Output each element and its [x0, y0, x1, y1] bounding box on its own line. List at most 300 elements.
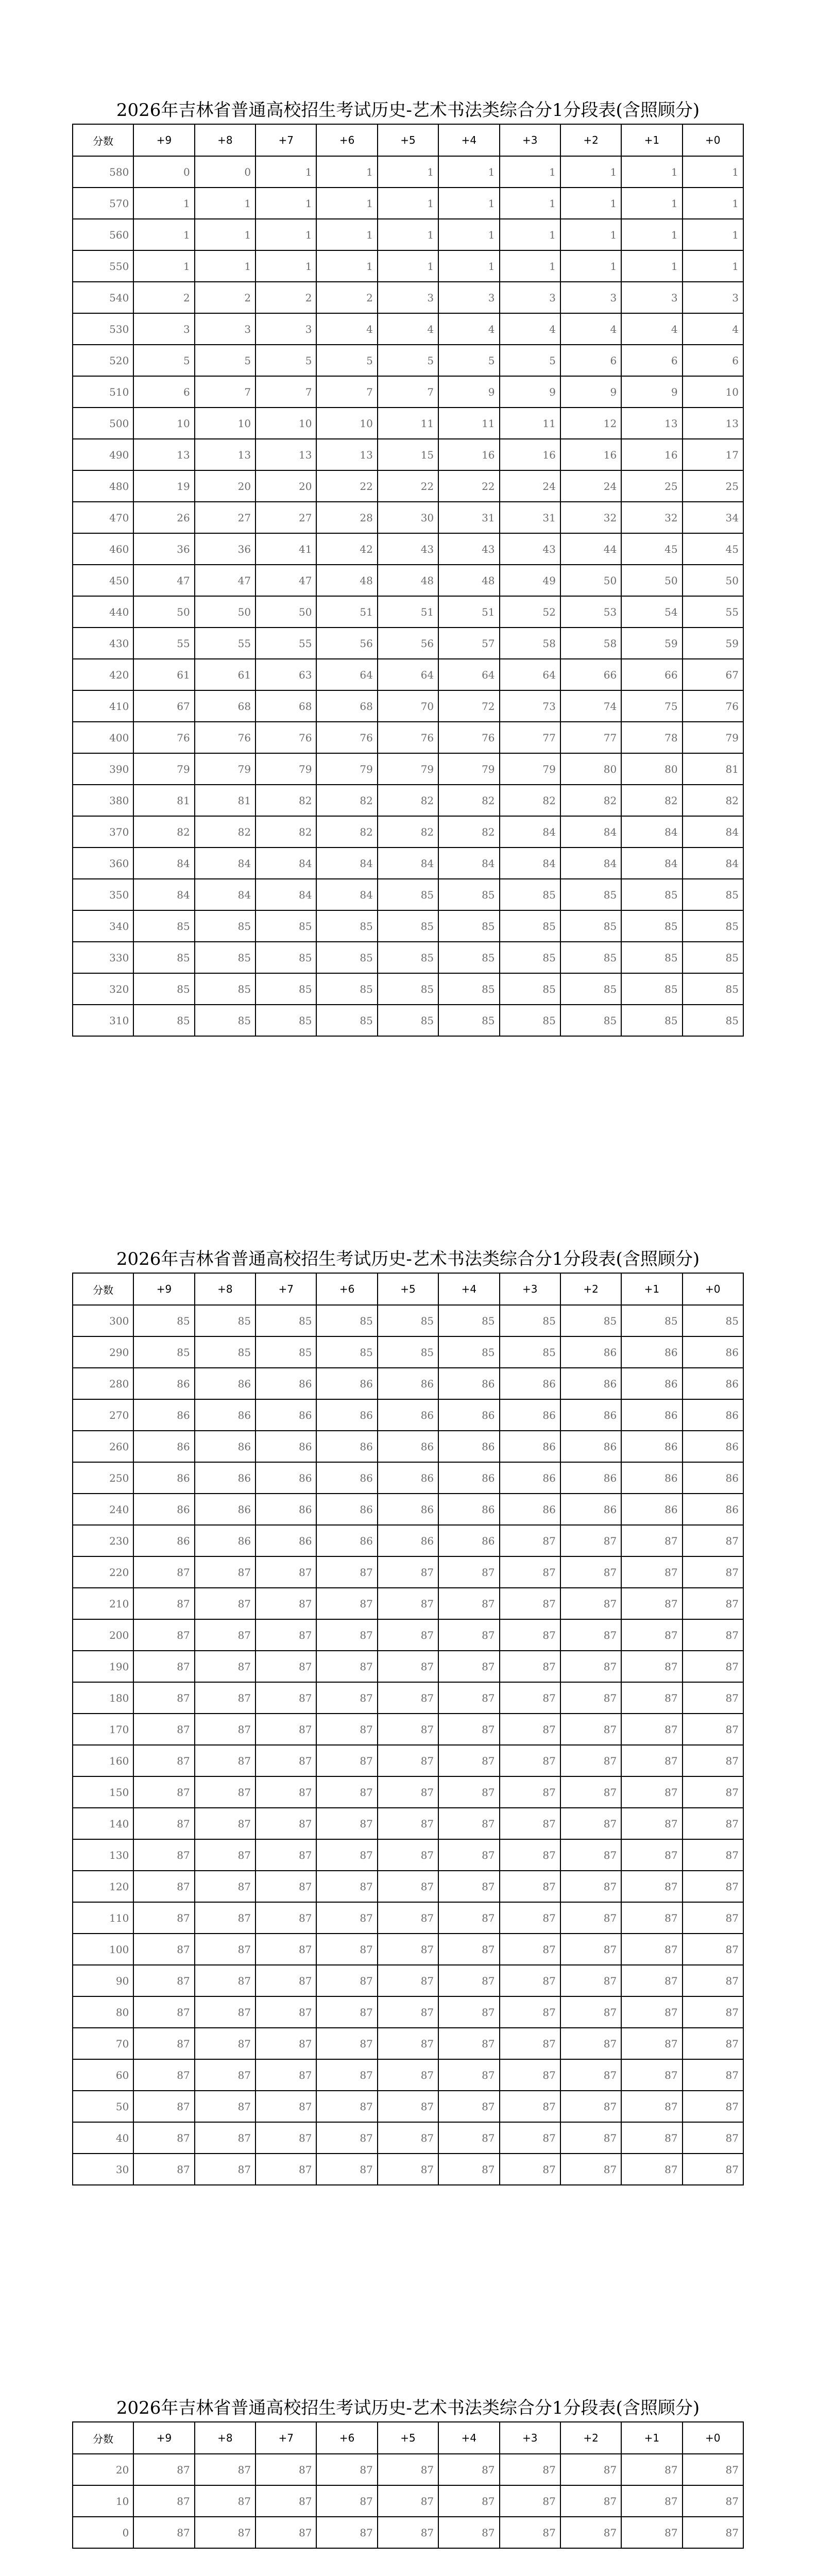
count-cell: 86: [378, 1525, 438, 1556]
count-cell: 76: [195, 722, 255, 753]
count-cell: 85: [560, 1305, 621, 1336]
count-cell: 77: [560, 722, 621, 753]
column-header-offset: +4: [438, 2422, 499, 2454]
score-cell: 530: [73, 313, 133, 345]
count-cell: 79: [133, 753, 194, 785]
score-cell: 60: [73, 2059, 133, 2091]
count-cell: 84: [133, 848, 194, 879]
count-cell: 36: [133, 533, 194, 565]
count-cell: 10: [316, 408, 377, 439]
count-cell: 61: [195, 659, 255, 690]
count-cell: 84: [255, 879, 316, 910]
count-cell: 5: [500, 345, 560, 376]
score-cell: 170: [73, 1714, 133, 1745]
count-cell: 64: [438, 659, 499, 690]
count-cell: 50: [195, 596, 255, 628]
count-cell: 87: [621, 1745, 682, 1776]
score-cell: 310: [73, 1005, 133, 1036]
count-cell: 87: [378, 2028, 438, 2059]
score-table-section-1: [72, 97, 744, 1037]
score-cell: 470: [73, 502, 133, 533]
column-header-offset: +9: [133, 2422, 194, 2454]
count-cell: 86: [683, 1431, 743, 1462]
table-row: [73, 1399, 743, 1431]
count-cell: 87: [438, 1619, 499, 1651]
count-cell: 87: [438, 1745, 499, 1776]
table-row: [73, 848, 743, 879]
count-cell: 86: [316, 1494, 377, 1525]
column-header-offset: +3: [500, 1273, 560, 1305]
count-cell: 11: [438, 408, 499, 439]
table-row: [73, 942, 743, 973]
header-row: [73, 124, 743, 156]
count-cell: 86: [621, 1431, 682, 1462]
count-cell: 87: [683, 2154, 743, 2185]
count-cell: 87: [438, 1934, 499, 1965]
count-cell: 1: [683, 188, 743, 219]
count-cell: 87: [683, 1651, 743, 1682]
table-row: [73, 533, 743, 565]
count-cell: 66: [560, 659, 621, 690]
count-cell: 87: [621, 1556, 682, 1588]
table-row: [73, 1368, 743, 1399]
count-cell: 87: [621, 2454, 682, 2485]
count-cell: 27: [195, 502, 255, 533]
count-cell: 82: [133, 816, 194, 848]
count-cell: 85: [255, 942, 316, 973]
count-cell: 86: [316, 1462, 377, 1494]
count-cell: 68: [255, 690, 316, 722]
table-row: [73, 1651, 743, 1682]
count-cell: 87: [683, 2091, 743, 2122]
count-cell: 41: [255, 533, 316, 565]
count-cell: 87: [438, 1839, 499, 1871]
score-cell: 260: [73, 1431, 133, 1462]
count-cell: 87: [500, 2154, 560, 2185]
count-cell: 68: [195, 690, 255, 722]
count-cell: 45: [621, 533, 682, 565]
count-cell: 79: [683, 722, 743, 753]
table-body: [73, 1305, 743, 2185]
count-cell: 87: [133, 1556, 194, 1588]
count-cell: 87: [133, 1619, 194, 1651]
count-cell: 87: [560, 1525, 621, 1556]
table-row: [73, 313, 743, 345]
count-cell: 0: [195, 156, 255, 188]
table-row: [73, 1556, 743, 1588]
count-cell: 87: [683, 1839, 743, 1871]
table-row: [73, 1305, 743, 1336]
count-cell: 87: [438, 1682, 499, 1714]
count-cell: 87: [438, 2028, 499, 2059]
count-cell: 1: [560, 156, 621, 188]
count-cell: 86: [683, 1368, 743, 1399]
count-cell: 87: [560, 1808, 621, 1839]
count-cell: 1: [378, 156, 438, 188]
count-cell: 85: [378, 973, 438, 1005]
count-cell: 87: [378, 2122, 438, 2154]
count-cell: 85: [683, 879, 743, 910]
score-cell: 0: [73, 2517, 133, 2548]
count-cell: 9: [438, 376, 499, 408]
count-cell: 87: [438, 2122, 499, 2154]
count-cell: 87: [255, 1996, 316, 2028]
count-cell: 47: [195, 565, 255, 596]
count-cell: 87: [560, 1682, 621, 1714]
count-cell: 87: [500, 1682, 560, 1714]
count-cell: 58: [500, 628, 560, 659]
score-cell: 250: [73, 1462, 133, 1494]
count-cell: 64: [316, 659, 377, 690]
count-cell: 2: [195, 282, 255, 313]
count-cell: 79: [195, 753, 255, 785]
count-cell: 87: [255, 1651, 316, 1682]
score-cell: 410: [73, 690, 133, 722]
count-cell: 0: [133, 156, 194, 188]
score-cell: 190: [73, 1651, 133, 1682]
table-row: [73, 1902, 743, 1934]
count-cell: 87: [560, 1556, 621, 1588]
count-cell: 1: [195, 188, 255, 219]
count-cell: 87: [255, 1871, 316, 1902]
count-cell: 87: [378, 1965, 438, 1996]
table-row: [73, 722, 743, 753]
count-cell: 87: [195, 1714, 255, 1745]
count-cell: 85: [255, 910, 316, 942]
count-cell: 55: [133, 628, 194, 659]
count-cell: 87: [195, 2122, 255, 2154]
table-row: [73, 1494, 743, 1525]
count-cell: 9: [621, 376, 682, 408]
count-cell: 84: [438, 848, 499, 879]
count-cell: 81: [683, 753, 743, 785]
score-cell: 90: [73, 1965, 133, 1996]
score-cell: 560: [73, 219, 133, 250]
table-row: [73, 1431, 743, 1462]
count-cell: 87: [255, 1714, 316, 1745]
count-cell: 1: [438, 156, 499, 188]
score-cell: 320: [73, 973, 133, 1005]
count-cell: 47: [133, 565, 194, 596]
score-cell: 210: [73, 1588, 133, 1619]
count-cell: 87: [316, 1776, 377, 1808]
count-cell: 87: [316, 2028, 377, 2059]
count-cell: 76: [378, 722, 438, 753]
count-cell: 86: [621, 1336, 682, 1368]
count-cell: 87: [378, 1934, 438, 1965]
count-cell: 87: [133, 1651, 194, 1682]
count-cell: 86: [195, 1462, 255, 1494]
count-cell: 11: [500, 408, 560, 439]
count-cell: 85: [500, 973, 560, 1005]
count-cell: 20: [195, 470, 255, 502]
count-cell: 85: [683, 1005, 743, 1036]
table-row: [73, 2091, 743, 2122]
count-cell: 13: [255, 439, 316, 470]
count-cell: 55: [683, 596, 743, 628]
count-cell: 1: [133, 250, 194, 282]
count-cell: 85: [255, 1336, 316, 1368]
table-row: [73, 690, 743, 722]
count-cell: 87: [621, 1588, 682, 1619]
count-cell: 87: [133, 1682, 194, 1714]
count-cell: 87: [560, 2059, 621, 2091]
column-header-offset: +6: [316, 1273, 377, 1305]
count-cell: 87: [195, 1619, 255, 1651]
count-cell: 85: [438, 942, 499, 973]
score-cell: 420: [73, 659, 133, 690]
count-cell: 86: [195, 1399, 255, 1431]
count-cell: 87: [133, 1808, 194, 1839]
count-cell: 2: [316, 282, 377, 313]
count-cell: 82: [438, 816, 499, 848]
table-row: [73, 2454, 743, 2485]
count-cell: 85: [621, 973, 682, 1005]
count-cell: 1: [438, 250, 499, 282]
count-cell: 87: [255, 2122, 316, 2154]
count-cell: 75: [621, 690, 682, 722]
count-cell: 87: [438, 1965, 499, 1996]
score-cell: 290: [73, 1336, 133, 1368]
count-cell: 85: [683, 973, 743, 1005]
count-cell: 70: [378, 690, 438, 722]
count-cell: 13: [133, 439, 194, 470]
count-cell: 54: [621, 596, 682, 628]
count-cell: 22: [438, 470, 499, 502]
column-header-offset: +8: [195, 2422, 255, 2454]
count-cell: 66: [621, 659, 682, 690]
count-cell: 87: [683, 2028, 743, 2059]
count-cell: 86: [255, 1462, 316, 1494]
count-cell: 87: [621, 1619, 682, 1651]
count-cell: 3: [195, 313, 255, 345]
count-cell: 87: [133, 2091, 194, 2122]
count-cell: 76: [255, 722, 316, 753]
count-cell: 48: [378, 565, 438, 596]
count-cell: 79: [438, 753, 499, 785]
table-row: [73, 188, 743, 219]
count-cell: 85: [195, 1336, 255, 1368]
count-cell: 84: [195, 879, 255, 910]
count-cell: 87: [195, 1871, 255, 1902]
count-cell: 82: [438, 785, 499, 816]
count-cell: 3: [621, 282, 682, 313]
score-cell: 50: [73, 2091, 133, 2122]
count-cell: 87: [195, 2028, 255, 2059]
count-cell: 10: [255, 408, 316, 439]
count-cell: 87: [560, 1619, 621, 1651]
count-cell: 87: [500, 1556, 560, 1588]
count-cell: 87: [560, 2091, 621, 2122]
count-cell: 87: [621, 2122, 682, 2154]
count-cell: 67: [683, 659, 743, 690]
count-cell: 87: [621, 1651, 682, 1682]
count-cell: 26: [133, 502, 194, 533]
count-cell: 87: [500, 1996, 560, 2028]
count-cell: 86: [500, 1368, 560, 1399]
count-cell: 86: [438, 1399, 499, 1431]
count-cell: 86: [683, 1494, 743, 1525]
count-cell: 86: [378, 1494, 438, 1525]
count-cell: 87: [621, 2091, 682, 2122]
count-cell: 87: [500, 1776, 560, 1808]
count-cell: 85: [316, 1005, 377, 1036]
count-cell: 87: [255, 1965, 316, 1996]
count-cell: 87: [621, 1808, 682, 1839]
count-cell: 87: [438, 1714, 499, 1745]
count-cell: 87: [316, 2454, 377, 2485]
count-cell: 85: [683, 910, 743, 942]
count-cell: 87: [683, 1902, 743, 1934]
table-row: [73, 408, 743, 439]
count-cell: 85: [621, 942, 682, 973]
count-cell: 1: [683, 156, 743, 188]
score-cell: 550: [73, 250, 133, 282]
count-cell: 87: [683, 1714, 743, 1745]
table-row: [73, 2154, 743, 2185]
count-cell: 87: [316, 1808, 377, 1839]
count-cell: 64: [500, 659, 560, 690]
count-cell: 87: [438, 1556, 499, 1588]
count-cell: 3: [378, 282, 438, 313]
table-row: [73, 2122, 743, 2154]
count-cell: 1: [378, 188, 438, 219]
table-row: [73, 345, 743, 376]
count-cell: 82: [621, 785, 682, 816]
count-cell: 87: [378, 1588, 438, 1619]
count-cell: 85: [316, 1336, 377, 1368]
score-cell: 500: [73, 408, 133, 439]
count-cell: 79: [378, 753, 438, 785]
score-cell: 340: [73, 910, 133, 942]
count-cell: 2: [133, 282, 194, 313]
count-cell: 87: [621, 1934, 682, 1965]
count-cell: 1: [255, 219, 316, 250]
column-header-offset: +4: [438, 1273, 499, 1305]
count-cell: 1: [500, 156, 560, 188]
count-cell: 87: [500, 2122, 560, 2154]
score-cell: 150: [73, 1776, 133, 1808]
count-cell: 86: [255, 1525, 316, 1556]
count-cell: 87: [438, 2517, 499, 2548]
count-cell: 3: [560, 282, 621, 313]
count-cell: 87: [255, 2517, 316, 2548]
count-cell: 87: [560, 1776, 621, 1808]
count-cell: 87: [560, 1934, 621, 1965]
count-cell: 85: [316, 1305, 377, 1336]
count-cell: 82: [500, 785, 560, 816]
score-cell: 180: [73, 1682, 133, 1714]
count-cell: 1: [195, 219, 255, 250]
count-cell: 24: [560, 470, 621, 502]
count-cell: 87: [316, 1996, 377, 2028]
table-row: [73, 1776, 743, 1808]
count-cell: 86: [316, 1399, 377, 1431]
score-cell: 10: [73, 2485, 133, 2517]
count-cell: 30: [378, 502, 438, 533]
count-cell: 81: [195, 785, 255, 816]
count-cell: 44: [560, 533, 621, 565]
count-cell: 86: [438, 1525, 499, 1556]
column-header-offset: +3: [500, 124, 560, 156]
column-header-offset: +5: [378, 1273, 438, 1305]
count-cell: 87: [621, 2517, 682, 2548]
count-cell: 86: [500, 1431, 560, 1462]
count-cell: 48: [438, 565, 499, 596]
score-cell: 220: [73, 1556, 133, 1588]
count-cell: 1: [683, 219, 743, 250]
table-row: [73, 753, 743, 785]
count-cell: 13: [621, 408, 682, 439]
count-cell: 86: [255, 1399, 316, 1431]
count-cell: 47: [255, 565, 316, 596]
count-cell: 3: [683, 282, 743, 313]
count-cell: 87: [133, 2028, 194, 2059]
count-cell: 87: [683, 1776, 743, 1808]
count-cell: 87: [683, 2517, 743, 2548]
table-row: [73, 282, 743, 313]
count-cell: 3: [255, 313, 316, 345]
score-cell: 100: [73, 1934, 133, 1965]
count-cell: 86: [438, 1368, 499, 1399]
count-cell: 87: [195, 2485, 255, 2517]
count-cell: 87: [316, 1934, 377, 1965]
count-cell: 76: [438, 722, 499, 753]
count-cell: 19: [133, 470, 194, 502]
count-cell: 49: [500, 565, 560, 596]
count-cell: 84: [378, 848, 438, 879]
count-cell: 87: [195, 1808, 255, 1839]
count-cell: 87: [500, 1839, 560, 1871]
count-cell: 85: [195, 1305, 255, 1336]
count-cell: 5: [438, 345, 499, 376]
count-cell: 13: [683, 408, 743, 439]
count-cell: 80: [560, 753, 621, 785]
count-cell: 87: [621, 2154, 682, 2185]
count-cell: 7: [378, 376, 438, 408]
count-cell: 84: [195, 848, 255, 879]
count-cell: 86: [195, 1431, 255, 1462]
score-distribution-table: [72, 124, 744, 1037]
table-body: [73, 156, 743, 1036]
count-cell: 55: [255, 628, 316, 659]
count-cell: 87: [500, 1525, 560, 1556]
count-cell: 87: [133, 2122, 194, 2154]
count-cell: 5: [255, 345, 316, 376]
table-row: [73, 376, 743, 408]
count-cell: 87: [255, 2485, 316, 2517]
column-header-offset: +9: [133, 124, 194, 156]
count-cell: 87: [133, 2485, 194, 2517]
count-cell: 10: [195, 408, 255, 439]
count-cell: 87: [683, 1934, 743, 1965]
count-cell: 85: [133, 1005, 194, 1036]
count-cell: 1: [621, 219, 682, 250]
count-cell: 86: [500, 1462, 560, 1494]
count-cell: 86: [621, 1494, 682, 1525]
count-cell: 1: [438, 219, 499, 250]
count-cell: 85: [195, 1005, 255, 1036]
count-cell: 84: [683, 816, 743, 848]
column-header-offset: +7: [255, 2422, 316, 2454]
table-title: 2026年吉林省普通高校招生考试历史-艺术书法类综合分1分段表(含照顾分): [116, 2398, 700, 2418]
count-cell: 76: [316, 722, 377, 753]
count-cell: 87: [683, 1556, 743, 1588]
count-cell: 86: [560, 1462, 621, 1494]
count-cell: 87: [438, 2091, 499, 2122]
column-header-offset: +7: [255, 1273, 316, 1305]
count-cell: 87: [255, 2028, 316, 2059]
